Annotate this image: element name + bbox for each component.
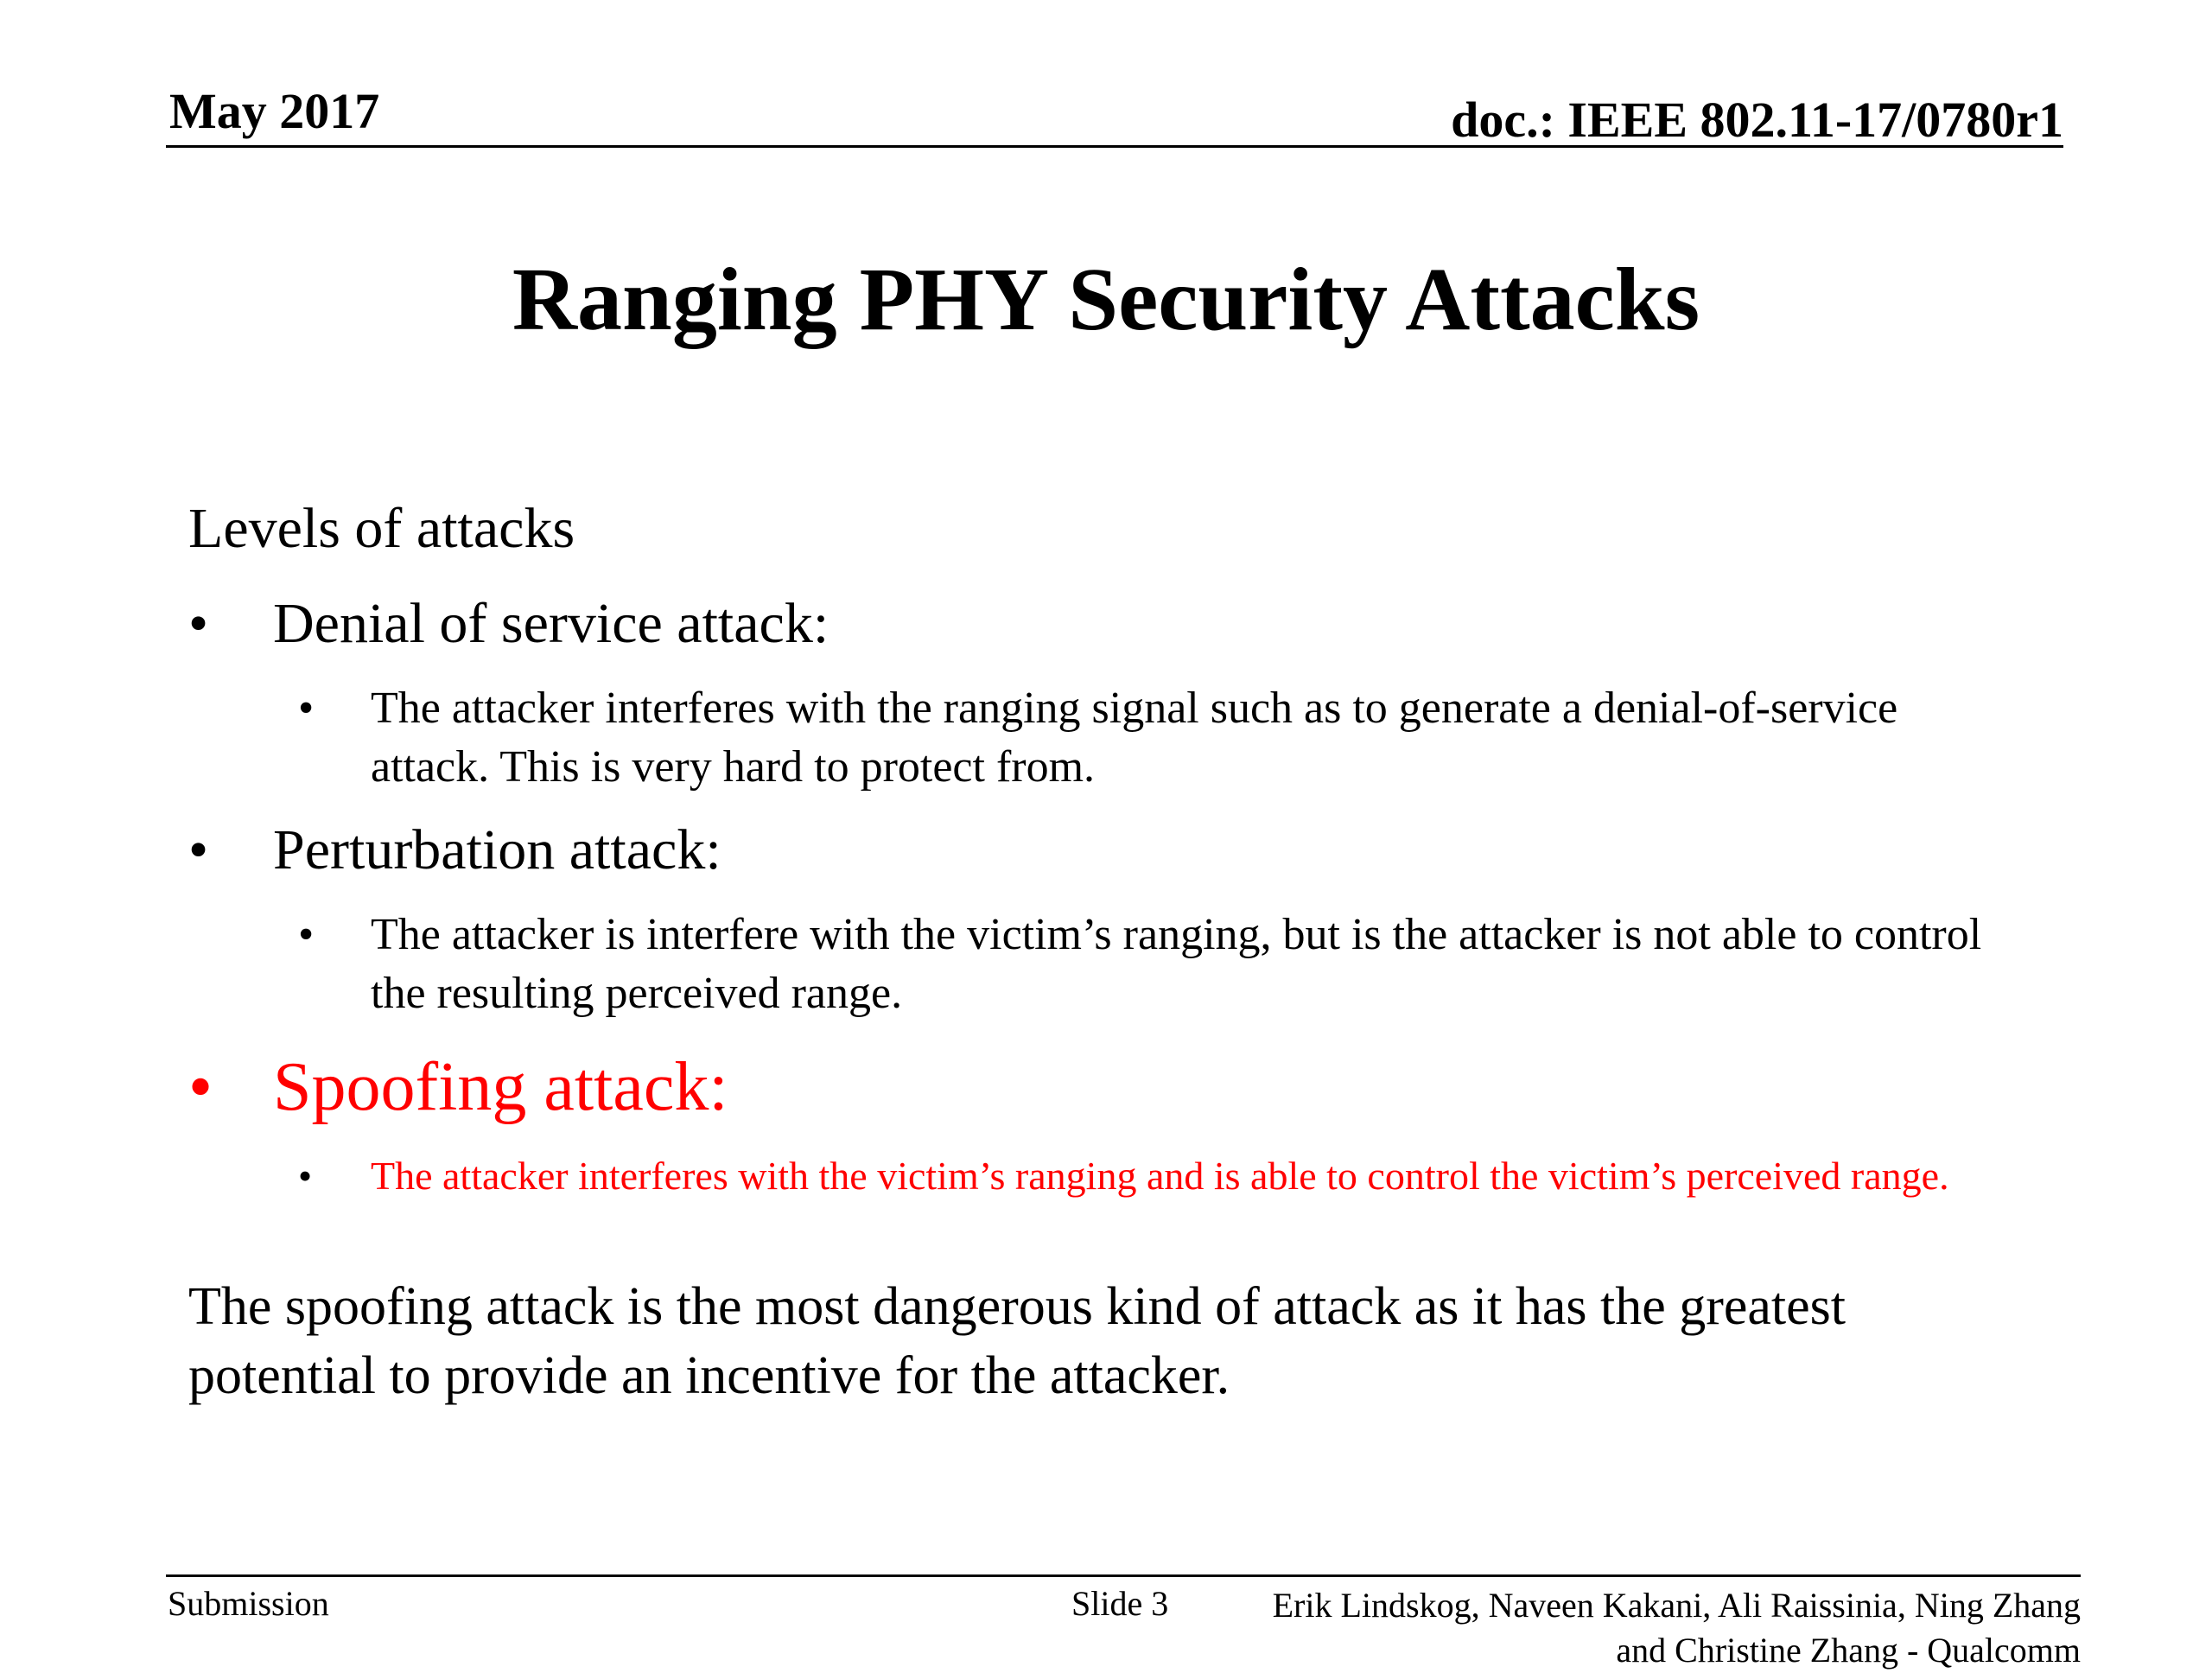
slide-title: Ranging PHY Security Attacks [512, 250, 1700, 349]
footer-authors: Erik Lindskog, Naveen Kakani, Ali Raissinia, Ning Zhang and Christine Zhang - Qualcomm [1272, 1586, 2081, 1670]
sub-bullet-dot: • [298, 684, 315, 733]
sub-bullet-text: The attacker interferes with the ranging signal such as to generate a denial-of-service attack. This is very hard to protect from. [371, 684, 1898, 792]
closing-paragraph: The spoofing attack is the most dangerous kind of attack as it has the greatest potential to provide an incentive for the attacker. [188, 1277, 1847, 1405]
bullet-dot: • [188, 592, 209, 655]
sub-bullet-text: The attacker is interfere with the victim’s ranging, but is the attacker is not able to control the resulting perceived range. [371, 910, 1982, 1018]
footer-divider [166, 1574, 2081, 1577]
header-date: May 2017 [169, 83, 380, 139]
bullet-dot: • [188, 1049, 213, 1125]
sub-bullet-dot: • [298, 910, 315, 959]
footer-slide-number: Slide 3 [1071, 1584, 1169, 1623]
sub-bullet-text: The attacker interferes with the victim’s ranging and is able to control the victim’s perceived range. [371, 1154, 1949, 1198]
body-intro: Levels of attacks [188, 497, 575, 560]
bullet-heading: Perturbation attack: [273, 818, 721, 881]
bullet-heading: Denial of service attack: [273, 592, 830, 655]
bullet-heading: Spoofing attack: [273, 1049, 728, 1125]
header-doc-id: doc.: IEEE 802.11-17/0780r1 [1451, 92, 2063, 148]
sub-bullet-dot: • [298, 1154, 313, 1198]
bullet-dot: • [188, 818, 209, 881]
header-divider [166, 145, 2063, 148]
footer-submission: Submission [168, 1584, 329, 1623]
